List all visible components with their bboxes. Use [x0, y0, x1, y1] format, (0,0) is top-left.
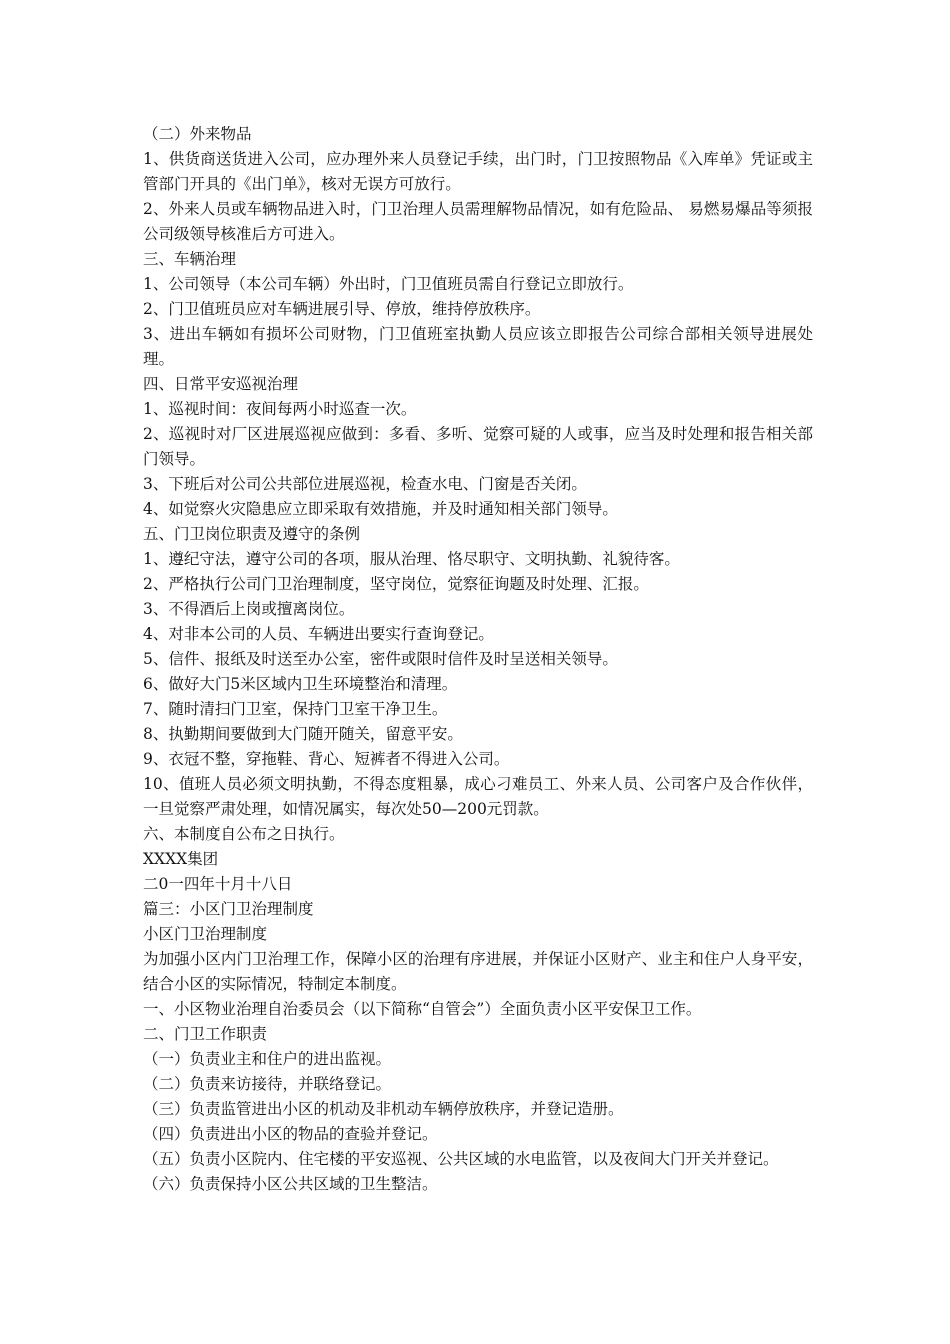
section-heading: 五、门卫岗位职责及遵守的条例 [143, 525, 361, 543]
paragraph: （一）负责业主和住户的进出监视。 [143, 1050, 392, 1068]
paragraph: 1、公司领导（本公司车辆）外出时，门卫值班员需自行登记立即放行。 [143, 275, 634, 293]
document-page [143, 122, 813, 1197]
paragraph: （六）负责保持小区公共区域的卫生整洁。 [143, 1175, 438, 1193]
section-heading: 二、门卫工作职责 [143, 1025, 268, 1043]
paragraph: 2、严格执行公司门卫治理制度，坚守岗位，觉察征询题及时处理、汇报。 [143, 575, 649, 593]
paragraph: 8、执勤期间要做到大门随开随关，留意平安。 [143, 725, 463, 743]
paragraph: 3、进出车辆如有损坏公司财物，门卫值班室执勤人员应该立即报告公司综合部相关领导进展处理。 [143, 325, 813, 368]
paragraph: 4、如觉察火灾隐患应立即采取有效措施，并及时通知相关部门领导。 [143, 500, 618, 518]
paragraph: 6、做好大门5米区域内卫生环境整治和清理。 [143, 675, 458, 693]
paragraph: 1、巡视时间：夜间每两小时巡查一次。 [143, 400, 417, 418]
paragraph: 7、随时清扫门卫室，保持门卫室干净卫生。 [143, 700, 448, 718]
paragraph: 1、遵纪守法，遵守公司的各项，服从治理、恪尽职守、文明执勤、礼貌待客。 [143, 550, 680, 568]
paragraph: （二）负责来访接待，并联络登记。 [143, 1075, 392, 1093]
paragraph: 2、外来人员或车辆物品进入时，门卫治理人员需理解物品情况，如有危险品、 易燃易爆品等须报公司级领导核准后方可进入。 [143, 200, 813, 243]
chapter-heading: 篇三：小区门卫治理制度 [143, 900, 314, 918]
section-heading: 四、日常平安巡视治理 [143, 375, 299, 393]
paragraph: （四）负责进出小区的物品的查验并登记。 [143, 1125, 438, 1143]
section-heading: 三、车辆治理 [143, 250, 237, 268]
section-heading: （二）外来物品 [143, 125, 252, 143]
paragraph: （三）负责监管进出小区的机动及非机动车辆停放秩序，并登记造册。 [143, 1100, 624, 1118]
paragraph: 为加强小区内门卫治理工作，保障小区的治理有序进展，并保证小区财产、业主和住户人身平安，结合小区的实际情况，特制定本制度。 [143, 950, 813, 993]
paragraph: 3、下班后对公司公共部位进展巡视，检查水电、门窗是否关闭。 [143, 475, 587, 493]
paragraph: 5、信件、报纸及时送至办公室，密件或限时信件及时呈送相关领导。 [143, 650, 618, 668]
paragraph: （五）负责小区院内、住宅楼的平安巡视、公共区域的水电监管，以及夜间大门开关并登记。 [143, 1150, 779, 1168]
paragraph: 1、供货商送货进入公司，应办理外来人员登记手续，出门时，门卫按照物品《入库单》凭证或主管部门开具的《出门单》，核对无误方可放行。 [143, 150, 813, 193]
paragraph: 9、衣冠不整，穿拖鞋、背心、短裤者不得进入公司。 [143, 750, 510, 768]
document-title: 小区门卫治理制度 [143, 925, 268, 943]
paragraph: 4、对非本公司的人员、车辆进出要实行查询登记。 [143, 625, 494, 643]
signature-date: 二0一四年十月十八日 [143, 875, 293, 893]
paragraph: 3、不得酒后上岗或擅离岗位。 [143, 600, 355, 618]
paragraph: 2、巡视时对厂区进展巡视应做到：多看、多听、觉察可疑的人或事，应当及时处理和报告相关部门领导。 [143, 425, 813, 468]
paragraph: 2、门卫值班员应对车辆进展引导、停放，维持停放秩序。 [143, 300, 541, 318]
paragraph: 一、小区物业治理自治委员会（以下简称“自管会”）全面负责小区平安保卫工作。 [143, 1000, 702, 1018]
paragraph: 10、值班人员必须文明执勤，不得态度粗暴，成心刁难员工、外来人员、公司客户及合作伙伴，一旦觉察严肃处理，如情况属实，每次处50—200元罚款。 [143, 775, 813, 818]
paragraph: 六、本制度自公布之日执行。 [143, 825, 345, 843]
signature-company: XXXX集团 [143, 850, 219, 868]
